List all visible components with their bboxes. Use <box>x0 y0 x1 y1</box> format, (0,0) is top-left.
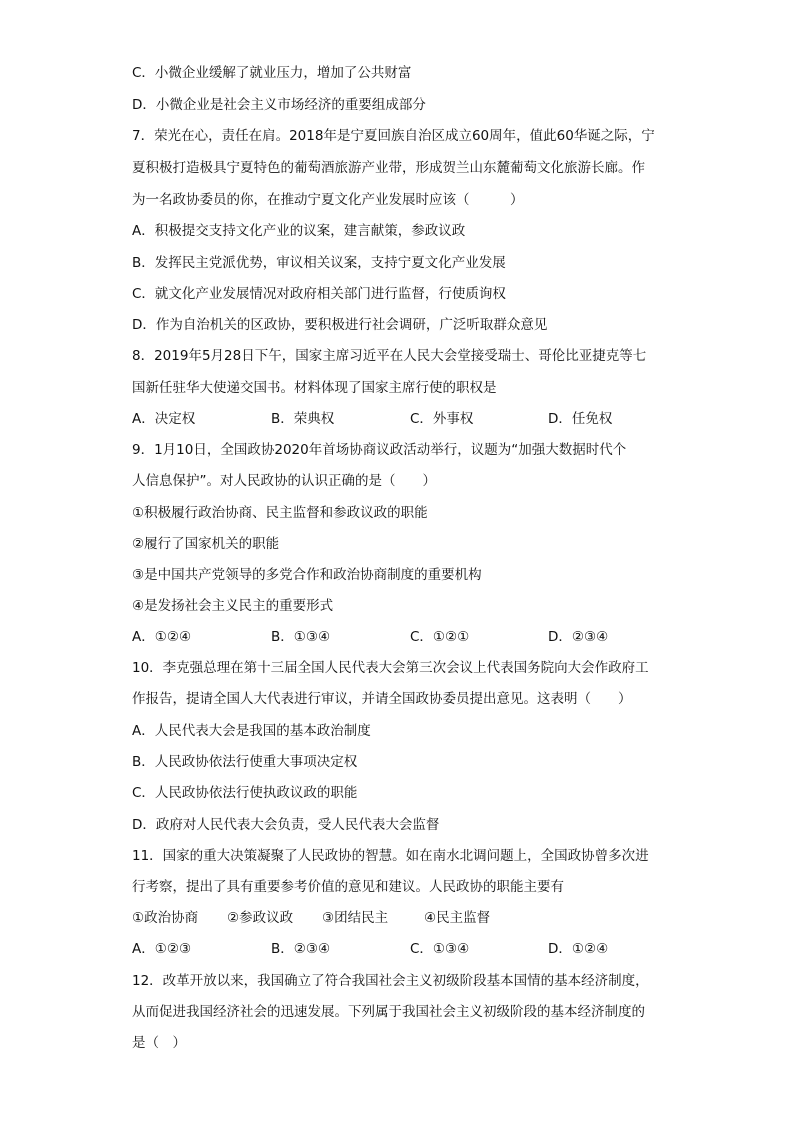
q11-option-b: B．②③④ <box>271 941 331 957</box>
q10-option-c: C．人民政协依法行使执政议政的职能 <box>132 785 358 801</box>
q7-option-c: C．就文化产业发展情况对政府相关部门进行监督，行使质询权 <box>132 286 506 302</box>
q9-stem-line-1: 9．1月10日，全国政协2020年首场协商议政活动举行，议题为“加强大数据时代个 <box>132 442 627 458</box>
q9-option-b: B．①③④ <box>271 629 331 645</box>
q11-options <box>132 939 692 959</box>
q7-option-b: B．发挥民主党派优势，审议相关议案，支持宁夏文化产业发展 <box>132 255 506 271</box>
q11-stem-line-1: 11．国家的重大决策凝聚了人民政协的智慧。如在南水北调问题上，全国政协曾多次进 <box>132 848 649 864</box>
q7-stem-line-3: 为一名政协委员的你，在推动宁夏文化产业发展时应该（ ） <box>132 192 524 208</box>
q11-option-a: A．①②③ <box>132 941 192 957</box>
q12-stem-line-3: 是（ ） <box>132 1035 186 1051</box>
q11-statement-3: ③团结民主 <box>322 910 389 926</box>
q9-option-a: A．①②④ <box>132 629 192 645</box>
q11-stem-line-2: 行考察，提出了具有重要参考价值的意见和建议。人民政协的职能主要有 <box>132 879 564 895</box>
q7-option-d: D．作为自治机关的区政协，要积极进行社会调研，广泛听取群众意见 <box>132 317 548 333</box>
q8-option-c: C．外事权 <box>410 411 474 427</box>
q11-statement-1: ①政治协商 <box>132 910 199 926</box>
q10-option-b: B．人民政协依法行使重大事项决定权 <box>132 754 358 770</box>
q11-statement-4: ④民主监督 <box>424 910 491 926</box>
q9-statement-1: ①积极履行政治协商、民主监督和参政议政的职能 <box>132 505 428 521</box>
q7-stem-line-2: 夏积极打造极具宁夏特色的葡萄酒旅游产业带，形成贺兰山东麓葡萄文化旅游长廊。作 <box>132 160 645 176</box>
q7-option-a: A．积极提交支持文化产业的议案，建言献策，参政议政 <box>132 223 466 239</box>
q9-stem-line-2: 人信息保护”。对人民政协的认识正确的是（ ） <box>132 473 436 489</box>
q9-options <box>132 627 692 647</box>
q8-option-d: D．任免权 <box>548 411 613 427</box>
q8-option-a: A．决定权 <box>132 411 196 427</box>
q9-statement-3: ③是中国共产党领导的多党合作和政治协商制度的重要机构 <box>132 567 482 583</box>
q11-statement-2: ②参政议政 <box>227 910 294 926</box>
q9-statement-2: ②履行了国家机关的职能 <box>132 536 280 552</box>
q11-statements <box>132 908 692 928</box>
q12-stem-line-2: 从而促进我国经济社会的迅速发展。下列属于我国社会主义初级阶段的基本经济制度的 <box>132 1004 645 1020</box>
q11-option-c: C．①③④ <box>410 941 470 957</box>
q9-statement-4: ④是发扬社会主义民主的重要形式 <box>132 598 334 614</box>
q8-options <box>132 409 692 429</box>
q10-option-d: D．政府对人民代表大会负责，受人民代表大会监督 <box>132 817 440 833</box>
q6-option-d: D．小微企业是社会主义市场经济的重要组成部分 <box>132 97 426 113</box>
q8-option-b: B．荣典权 <box>271 411 335 427</box>
q12-stem-line-1: 12．改革开放以来，我国确立了符合我国社会主义初级阶段基本国情的基本经济制度， <box>132 973 649 989</box>
q11-option-d: D．①②④ <box>548 941 609 957</box>
q8-stem-line-2: 国新任驻华大使递交国书。材料体现了国家主席行使的职权是 <box>132 380 497 396</box>
q7-stem-line-1: 7．荣光在心，责任在肩。2018年是宁夏回族自治区成立60周年，值此60华诞之际，宁 <box>132 128 655 144</box>
q6-option-c: C．小微企业缓解了就业压力，增加了公共财富 <box>132 65 412 81</box>
q10-stem-line-1: 10．李克强总理在第十三届全国人民代表大会第三次会议上代表国务院向大会作政府工 <box>132 660 649 676</box>
q9-option-d: D．②③④ <box>548 629 609 645</box>
q10-stem-line-2: 作报告，提请全国人大代表进行审议，并请全国政协委员提出意见。这表明（ ） <box>132 691 632 707</box>
q9-option-c: C．①②① <box>410 629 470 645</box>
q10-option-a: A．人民代表大会是我国的基本政治制度 <box>132 723 371 739</box>
q8-stem-line-1: 8．2019年5月28日下午，国家主席习近平在人民大会堂接受瑞士、哥伦比亚捷克等七 <box>132 348 647 364</box>
